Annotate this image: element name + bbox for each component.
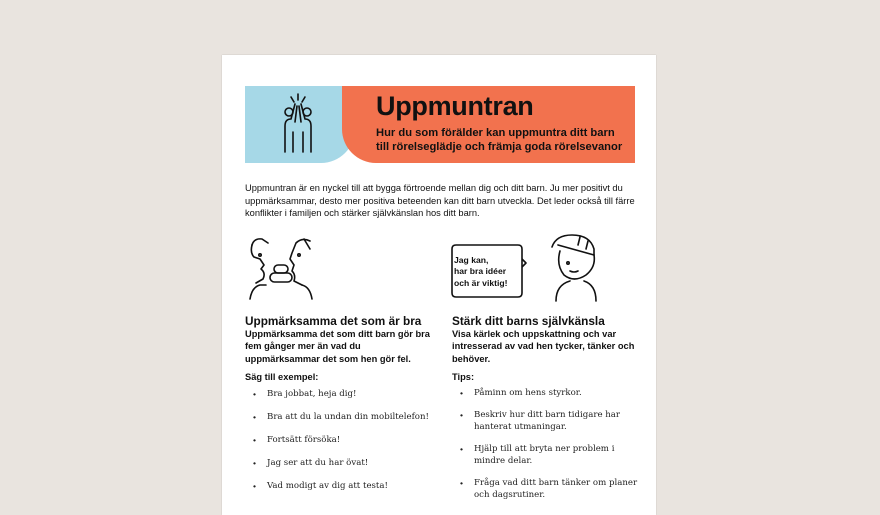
banner-title-panel [342,86,635,163]
child-cap-icon [550,231,602,303]
list-item: • Bra att du la undan din mobiltelefon! [245,411,435,423]
list-item: • Hjälp till att bryta ner problem i mindre delar. [452,443,642,467]
list-item: • Bra jobbat, heja dig! [245,388,435,400]
right-tips-list [452,387,642,501]
intro-paragraph: Uppmuntran är en nyckel till att bygga förtroende mellan dig och ditt barn. Ju mer positivt du uppmärksammar, desto mer positiva beteenden kan ditt barn utveckla. Det leder också till färre konflikter i familjen och stärker självkänslan hos ditt barn. [245,183,635,219]
left-examples-list [245,388,435,492]
document-page [222,55,656,515]
list-item: • Påminn om hens styrkor. [452,387,642,399]
talking-faces-icon [246,235,316,303]
speech-bubble-text [454,255,534,289]
bubble-line: Jag kan, [454,255,489,265]
page-title: Uppmuntran [376,91,534,121]
list-item: • Fråga vad ditt barn tänker om planer och dagsrutiner. [452,477,642,501]
bubble-line: har bra idéer [454,266,507,277]
left-section-lead: Uppmärksamma det som ditt barn gör bra fem gånger mer än vad du uppmärksammar det som hen gör fel. [245,329,430,364]
list-item: • Vad modigt av dig att testa! [245,480,435,492]
list-item: • Beskriv hur ditt barn tidigare har hanterat utmaningar. [452,409,642,433]
list-item: • Jag ser att du har övat! [245,457,435,469]
right-section-lead: Visa kärlek och uppskattning och var intresserad av vad hen tycker, tänker och behöver. [452,329,635,364]
high-five-icon [273,92,323,154]
banner-icon-panel [245,86,355,163]
right-list-label: Tips: [452,372,475,382]
list-item: • Fortsätt försöka! [245,434,435,446]
page-subtitle: Hur du som förälder kan uppmuntra ditt barn till rörelseglädje och främja goda rörelsevanor [376,127,623,153]
left-section-title: Uppmärksamma det som är bra [245,314,422,328]
left-list-label: Säg till exempel: [245,372,319,382]
right-section-title: Stärk ditt barns självkänsla [452,314,605,328]
bubble-line: och är viktig! [454,277,508,288]
